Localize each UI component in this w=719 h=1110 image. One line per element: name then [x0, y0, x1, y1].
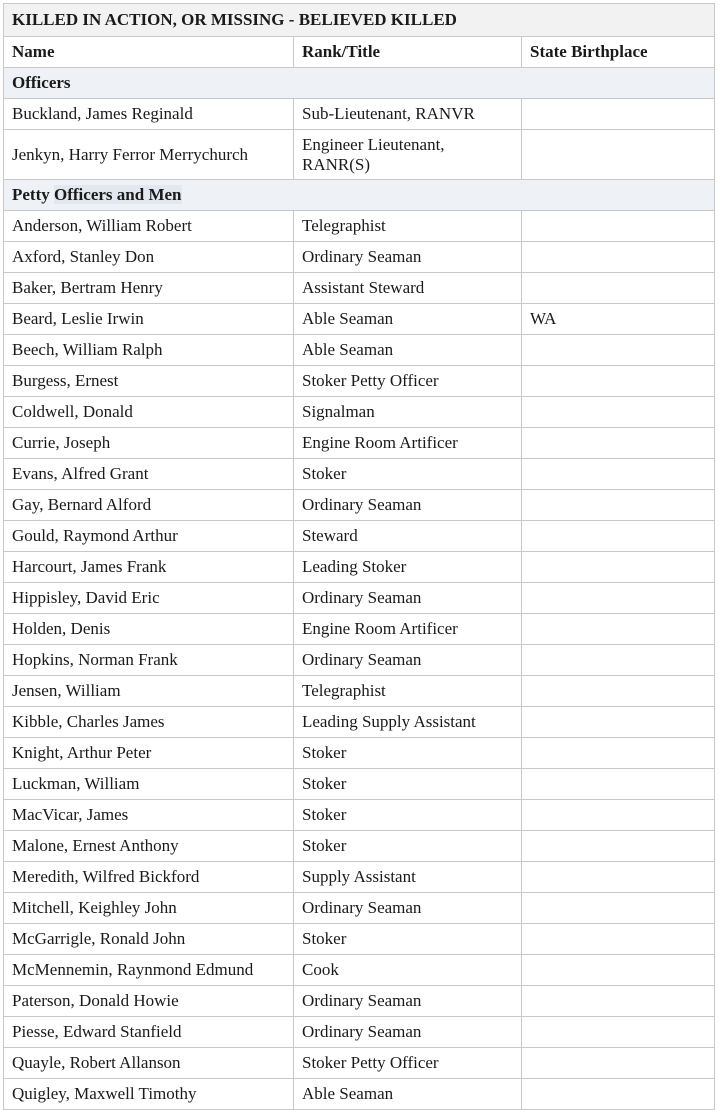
- cell-name: Kibble, Charles James: [4, 707, 294, 738]
- table-row: [4, 676, 715, 707]
- table-row: [4, 1079, 715, 1110]
- cell-name: Baker, Bertram Henry: [4, 273, 294, 304]
- table-row: [4, 955, 715, 986]
- cell-rank: Sub-Lieutenant, RANVR: [294, 99, 522, 130]
- cell-rank: Steward: [294, 521, 522, 552]
- table-row: [4, 1017, 715, 1048]
- cell-state: [522, 335, 715, 366]
- cell-rank: Stoker: [294, 738, 522, 769]
- cell-state: [522, 428, 715, 459]
- section-label-prefix: Petty: [12, 185, 55, 204]
- table-row: [4, 1048, 715, 1079]
- table-row: [4, 211, 715, 242]
- cell-state: [522, 986, 715, 1017]
- cell-state: [522, 1017, 715, 1048]
- cell-name: Beard, Leslie Irwin: [4, 304, 294, 335]
- table-row: [4, 986, 715, 1017]
- section-row-officers: [4, 68, 715, 99]
- cell-name: Currie, Joseph: [4, 428, 294, 459]
- cell-name: Jenkyn, Harry Ferror Merrychurch: [4, 130, 294, 180]
- table-row: [4, 99, 715, 130]
- column-header-row: [4, 37, 715, 68]
- table-row: [4, 428, 715, 459]
- cell-rank: Telegraphist: [294, 676, 522, 707]
- table-row: [4, 459, 715, 490]
- table-row: [4, 397, 715, 428]
- cell-name: Knight, Arthur Peter: [4, 738, 294, 769]
- cell-rank: Assistant Steward: [294, 273, 522, 304]
- cell-name: Gay, Bernard Alford: [4, 490, 294, 521]
- cell-rank: Ordinary Seaman: [294, 583, 522, 614]
- cell-state: [522, 800, 715, 831]
- cell-state: [522, 707, 715, 738]
- cell-name: Axford, Stanley Don: [4, 242, 294, 273]
- cell-name: Piesse, Edward Stanfield: [4, 1017, 294, 1048]
- table-row: [4, 304, 715, 335]
- cell-name: Hippisley, David Eric: [4, 583, 294, 614]
- cell-state: [522, 862, 715, 893]
- table-row: [4, 800, 715, 831]
- table-row: [4, 614, 715, 645]
- cell-rank: Telegraphist: [294, 211, 522, 242]
- cell-state: [522, 211, 715, 242]
- cell-name: Holden, Denis: [4, 614, 294, 645]
- cell-state: [522, 459, 715, 490]
- cell-name: Meredith, Wilfred Bickford: [4, 862, 294, 893]
- cell-state: [522, 738, 715, 769]
- cell-name: McMennemin, Raynmond Edmund: [4, 955, 294, 986]
- cell-state: [522, 893, 715, 924]
- table-row: [4, 273, 715, 304]
- table-row: [4, 335, 715, 366]
- cell-state: [522, 490, 715, 521]
- table-row: [4, 521, 715, 552]
- table-row: [4, 366, 715, 397]
- cell-rank: Ordinary Seaman: [294, 893, 522, 924]
- section-row-men: [4, 180, 715, 211]
- cell-rank: Supply Assistant: [294, 862, 522, 893]
- cell-name: Mitchell, Keighley John: [4, 893, 294, 924]
- cell-state: [522, 924, 715, 955]
- table-row: [4, 707, 715, 738]
- cell-state: [522, 676, 715, 707]
- cell-rank: Stoker: [294, 831, 522, 862]
- table-title: KILLED IN ACTION, OR MISSING - BELIEVED KILLED: [4, 4, 715, 37]
- section-label-men: [4, 180, 715, 211]
- table-row: [4, 645, 715, 676]
- cell-name: Coldwell, Donald: [4, 397, 294, 428]
- cell-rank: Ordinary Seaman: [294, 242, 522, 273]
- cell-state: [522, 1079, 715, 1110]
- cell-rank: Engine Room Artificer: [294, 614, 522, 645]
- cell-name: Burgess, Ernest: [4, 366, 294, 397]
- section-label-highlight: Officers and Men: [54, 185, 182, 204]
- table-row: [4, 893, 715, 924]
- cell-state: [522, 99, 715, 130]
- cell-name: Harcourt, James Frank: [4, 552, 294, 583]
- cell-name: Luckman, William: [4, 769, 294, 800]
- cell-rank: Stoker Petty Officer: [294, 366, 522, 397]
- cell-name: Buckland, James Reginald: [4, 99, 294, 130]
- table-row: [4, 862, 715, 893]
- table-row: [4, 738, 715, 769]
- cell-state: [522, 273, 715, 304]
- cell-name: Evans, Alfred Grant: [4, 459, 294, 490]
- cell-rank: Stoker: [294, 769, 522, 800]
- cell-state: [522, 130, 715, 180]
- column-header-state: State Birthplace: [522, 37, 715, 68]
- cell-state: [522, 583, 715, 614]
- cell-state: [522, 614, 715, 645]
- cell-rank: Ordinary Seaman: [294, 645, 522, 676]
- cell-state: [522, 769, 715, 800]
- cell-state: [522, 366, 715, 397]
- cell-rank: Stoker: [294, 924, 522, 955]
- cell-state: [522, 242, 715, 273]
- cell-name: Gould, Raymond Arthur: [4, 521, 294, 552]
- cell-rank: Ordinary Seaman: [294, 1017, 522, 1048]
- cell-name: McGarrigle, Ronald John: [4, 924, 294, 955]
- table-row: [4, 242, 715, 273]
- cell-rank: Ordinary Seaman: [294, 986, 522, 1017]
- table-row: [4, 490, 715, 521]
- table-row: [4, 130, 715, 180]
- table-row: [4, 924, 715, 955]
- cell-rank: Able Seaman: [294, 1079, 522, 1110]
- cell-state: [522, 1048, 715, 1079]
- cell-name: Quigley, Maxwell Timothy: [4, 1079, 294, 1110]
- table-row: [4, 769, 715, 800]
- cell-state: [522, 552, 715, 583]
- cell-rank: Engine Room Artificer: [294, 428, 522, 459]
- section-label-officers: Officers: [4, 68, 715, 99]
- cell-name: Jensen, William: [4, 676, 294, 707]
- cell-name: Malone, Ernest Anthony: [4, 831, 294, 862]
- table-row: [4, 552, 715, 583]
- cell-rank: Able Seaman: [294, 304, 522, 335]
- cell-name: Beech, William Ralph: [4, 335, 294, 366]
- cell-state: [522, 955, 715, 986]
- cell-rank: Leading Stoker: [294, 552, 522, 583]
- cell-name: Anderson, William Robert: [4, 211, 294, 242]
- cell-state: [522, 521, 715, 552]
- cell-rank: Stoker: [294, 459, 522, 490]
- cell-state: [522, 397, 715, 428]
- cell-rank: Stoker Petty Officer: [294, 1048, 522, 1079]
- cell-rank: Cook: [294, 955, 522, 986]
- cell-rank: Leading Supply Assistant: [294, 707, 522, 738]
- cell-rank: Engineer Lieutenant, RANR(S): [294, 130, 522, 180]
- cell-rank: Able Seaman: [294, 335, 522, 366]
- cell-state: [522, 831, 715, 862]
- cell-name: Quayle, Robert Allanson: [4, 1048, 294, 1079]
- cell-rank: Signalman: [294, 397, 522, 428]
- table-row: [4, 831, 715, 862]
- cell-rank: Stoker: [294, 800, 522, 831]
- cell-name: Hopkins, Norman Frank: [4, 645, 294, 676]
- casualty-table: [3, 3, 715, 1110]
- cell-rank: Ordinary Seaman: [294, 490, 522, 521]
- table-title-row: [4, 4, 715, 37]
- column-header-rank: Rank/Title: [294, 37, 522, 68]
- cell-state: [522, 645, 715, 676]
- column-header-name: Name: [4, 37, 294, 68]
- table-row: [4, 583, 715, 614]
- cell-state: WA: [522, 304, 715, 335]
- cell-name: MacVicar, James: [4, 800, 294, 831]
- cell-name: Paterson, Donald Howie: [4, 986, 294, 1017]
